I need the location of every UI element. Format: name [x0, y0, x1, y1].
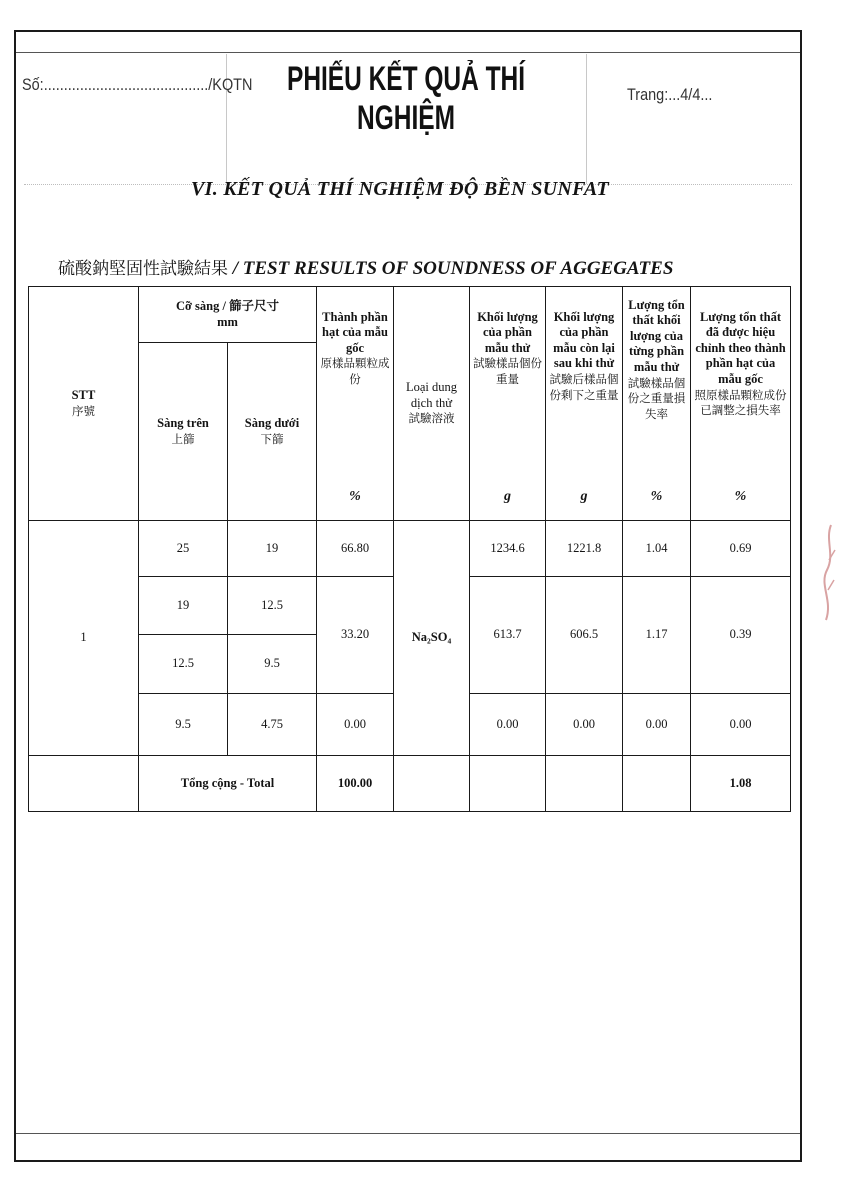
total-blank-cell	[394, 755, 470, 811]
header-adjusted	[691, 287, 791, 521]
header-remaining-cn: 試驗后樣品個份剩下之重量	[549, 372, 619, 402]
loss-cell: 1.04	[623, 521, 691, 577]
header-lower-sieve	[228, 343, 317, 521]
stt-cell: 1	[29, 521, 139, 756]
adjusted-cell: 0.69	[691, 521, 791, 577]
document-number-label: Số:........................................./KQTN	[22, 75, 253, 94]
total-row	[29, 755, 791, 811]
composition-cell: 33.20	[317, 577, 394, 693]
table-row	[29, 521, 791, 577]
total-blank-cell	[29, 755, 139, 811]
header-adjusted-unit: %	[734, 489, 747, 504]
total-blank-cell	[623, 755, 691, 811]
frame-bottom-rule	[16, 1133, 800, 1134]
solution-cell: Na₂SO₄	[394, 521, 470, 756]
remaining-cell: 1221.8	[546, 521, 623, 577]
header-mass	[470, 287, 546, 521]
header-mass-label: Khối lượng của phần mẫu thử	[477, 309, 538, 355]
document-title: PHIẾU KẾT QUẢ THÍ NGHIỆM	[286, 60, 526, 137]
adjusted-cell: 0.00	[691, 693, 791, 755]
header-lower-label: Sàng dưới	[244, 415, 300, 430]
header-adjusted-cn: 照原樣品顆粒成份已調整之損失率	[694, 387, 787, 418]
lower-sieve-cell: 9.5	[228, 635, 317, 693]
header-composition-unit: %	[349, 489, 361, 504]
upper-sieve-cell: 12.5	[139, 635, 228, 693]
remaining-cell: 606.5	[546, 577, 623, 693]
upper-sieve-cell: 25	[139, 521, 228, 577]
header-stt-label: STT	[71, 387, 96, 402]
total-composition: 100.00	[317, 755, 394, 811]
header-stt	[29, 287, 139, 521]
header-sieve	[139, 287, 317, 343]
test-title-english: / TEST RESULTS OF SOUNDNESS OF AGGEGATES	[228, 258, 674, 279]
mass-cell: 0.00	[470, 693, 546, 755]
upper-sieve-cell: 19	[139, 577, 228, 635]
header-loss	[623, 287, 691, 521]
section-title: VI. KẾT QUẢ THÍ NGHIỆM ĐỘ BỀN SUNFAT	[191, 178, 609, 200]
mass-cell: 1234.6	[470, 521, 546, 577]
lower-sieve-cell: 4.75	[228, 693, 317, 755]
header-remaining-unit: g	[580, 489, 588, 504]
total-blank-cell	[470, 755, 546, 811]
frame-top-rule	[16, 52, 800, 53]
header-separator-left	[226, 54, 227, 184]
upper-sieve-cell: 9.5	[139, 693, 228, 755]
header-remaining	[546, 287, 623, 521]
header-upper-label: Sàng trên	[157, 415, 209, 430]
header-composition-label: Thành phần hạt của mẫu gốc	[322, 309, 388, 355]
header-solution-cn: 試驗溶液	[408, 411, 455, 426]
header-solution-label: Loại dung dịch thử	[405, 380, 458, 410]
loss-cell: 0.00	[623, 693, 691, 755]
header-mass-cn: 試驗樣品個份重量	[473, 356, 542, 386]
header-sieve-label: Cỡ sàng / 篩子尺寸	[175, 298, 280, 313]
header-stt-cn: 序號	[72, 403, 95, 418]
header-mass-unit: g	[504, 489, 511, 504]
header-sieve-unit: mm	[217, 314, 238, 329]
header-loss-cn: 試驗樣品個份之重量損失率	[627, 375, 686, 421]
total-blank-cell	[546, 755, 623, 811]
loss-cell: 1.17	[623, 577, 691, 693]
adjusted-cell: 0.39	[691, 577, 791, 693]
stamp-fragment-mark	[821, 520, 837, 630]
header-adjusted-label: Lượng tổn thất đã được hiệu chỉnh theo thành phần hạt của mẫu gốc	[695, 309, 786, 386]
header-composition	[317, 287, 394, 521]
header-remaining-label: Khối lượng của phần mẫu còn lại sau khi thử	[553, 309, 615, 371]
total-adjusted: 1.08	[691, 755, 791, 811]
header-loss-unit: %	[650, 489, 663, 504]
header-upper-cn: 上篩	[171, 431, 195, 446]
lower-sieve-cell: 12.5	[228, 577, 317, 635]
page-number-label: Trang:...4/4...	[627, 85, 713, 104]
composition-cell: 66.80	[317, 521, 394, 577]
total-label: Tổng cộng - Total	[139, 755, 317, 811]
results-table	[28, 286, 791, 812]
test-results-title	[58, 254, 758, 280]
header-lower-cn: 下篩	[260, 431, 284, 446]
lower-sieve-cell: 19	[228, 521, 317, 577]
header-upper-sieve	[139, 343, 228, 521]
remaining-cell: 0.00	[546, 693, 623, 755]
test-title-chinese: 硫酸鈉堅固性試驗結果	[58, 259, 228, 279]
header-separator-right	[586, 54, 587, 184]
header-solution	[394, 287, 470, 521]
header-loss-label: Lượng tổn thất khối lượng của từng phần mẫu thử	[628, 297, 685, 374]
mass-cell: 613.7	[470, 577, 546, 693]
header-composition-cn: 原樣品顆粒成份	[320, 356, 390, 386]
composition-cell: 0.00	[317, 693, 394, 755]
